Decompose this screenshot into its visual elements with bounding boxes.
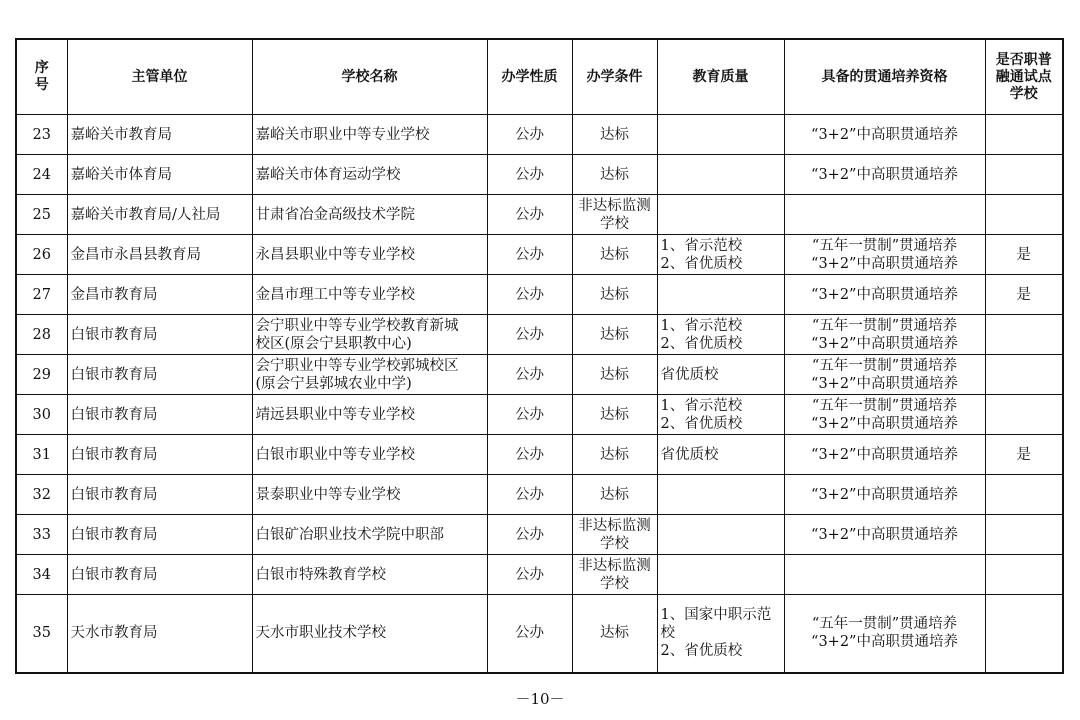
cell-school-line: 白银市特殊教育学校 bbox=[255, 566, 386, 583]
cell-authority: 金昌市教育局 bbox=[67, 275, 252, 315]
table-row bbox=[16, 515, 1063, 555]
table-row bbox=[16, 315, 1063, 355]
table-row bbox=[16, 275, 1063, 315]
cell-quality bbox=[657, 515, 784, 555]
cell-condition-line: 学校 bbox=[600, 535, 629, 552]
cell-seq: 25 bbox=[16, 195, 67, 235]
cell-pilot: 是 bbox=[985, 435, 1063, 475]
cell-seq: 23 bbox=[16, 115, 67, 155]
cell-nature: 公办 bbox=[487, 395, 572, 435]
cell-nature: 公办 bbox=[487, 475, 572, 515]
cell-qualification bbox=[784, 235, 985, 275]
cell-condition bbox=[572, 275, 657, 315]
cell-school-line: 天水市职业技术学校 bbox=[255, 625, 386, 642]
cell-qualification-line: “五年一贯制”贯通培养 bbox=[811, 616, 958, 633]
cell-condition-line: 非达标监测 bbox=[578, 517, 651, 534]
cell-nature: 公办 bbox=[487, 355, 572, 395]
cell-seq: 30 bbox=[16, 395, 67, 435]
cell-pilot bbox=[985, 315, 1063, 355]
table-row bbox=[16, 395, 1063, 435]
cell-condition-line: 达标 bbox=[600, 446, 629, 463]
cell-seq: 28 bbox=[16, 315, 67, 355]
header-quality: 教育质量 bbox=[657, 39, 784, 115]
cell-qualification bbox=[784, 275, 985, 315]
cell-qualification-line: “3+2”中高职贯通培养 bbox=[811, 415, 958, 432]
cell-nature: 公办 bbox=[487, 595, 572, 673]
cell-nature: 公办 bbox=[487, 555, 572, 595]
cell-nature: 公办 bbox=[487, 115, 572, 155]
cell-authority: 天水市教育局 bbox=[67, 595, 252, 673]
cell-school bbox=[252, 155, 487, 195]
header-authority: 主管单位 bbox=[67, 39, 252, 115]
cell-quality bbox=[657, 395, 784, 435]
cell-seq: 26 bbox=[16, 235, 67, 275]
cell-condition-line: 达标 bbox=[600, 486, 629, 503]
cell-authority: 金昌市永昌县教育局 bbox=[67, 235, 252, 275]
cell-qualification-line: “五年一贯制”贯通培养 bbox=[811, 237, 958, 254]
table-row bbox=[16, 155, 1063, 195]
cell-qualification-line: “3+2”中高职贯通培养 bbox=[811, 255, 958, 272]
cell-authority: 白银市教育局 bbox=[67, 435, 252, 475]
cell-qualification bbox=[784, 595, 985, 673]
cell-authority: 嘉峪关市教育局/人社局 bbox=[67, 195, 252, 235]
cell-quality bbox=[657, 235, 784, 275]
cell-school-line: 校区(原会宁县职教中心) bbox=[255, 335, 412, 352]
cell-school bbox=[252, 115, 487, 155]
cell-nature: 公办 bbox=[487, 235, 572, 275]
cell-pilot bbox=[985, 115, 1063, 155]
cell-qualification bbox=[784, 395, 985, 435]
cell-school bbox=[252, 195, 487, 235]
table-body bbox=[16, 115, 1063, 673]
cell-school-line: 白银市职业中等专业学校 bbox=[255, 446, 415, 463]
cell-qualification bbox=[784, 435, 985, 475]
cell-condition bbox=[572, 475, 657, 515]
cell-quality bbox=[657, 435, 784, 475]
cell-nature: 公办 bbox=[487, 515, 572, 555]
cell-school bbox=[252, 315, 487, 355]
cell-qualification bbox=[784, 475, 985, 515]
cell-nature: 公办 bbox=[487, 315, 572, 355]
cell-qualification bbox=[784, 515, 985, 555]
cell-seq: 31 bbox=[16, 435, 67, 475]
table-row bbox=[16, 595, 1063, 673]
cell-nature: 公办 bbox=[487, 155, 572, 195]
cell-condition-line: 达标 bbox=[600, 126, 629, 143]
cell-school bbox=[252, 595, 487, 673]
cell-quality bbox=[657, 315, 784, 355]
cell-condition bbox=[572, 555, 657, 595]
cell-authority: 白银市教育局 bbox=[67, 315, 252, 355]
cell-quality bbox=[657, 475, 784, 515]
header-qualification: 具备的贯通培养资格 bbox=[784, 39, 985, 115]
cell-school bbox=[252, 555, 487, 595]
cell-condition bbox=[572, 235, 657, 275]
table-row bbox=[16, 355, 1063, 395]
table-row bbox=[16, 475, 1063, 515]
cell-quality bbox=[657, 355, 784, 395]
cell-qualification-line: “3+2”中高职贯通培养 bbox=[811, 126, 958, 143]
cell-quality bbox=[657, 115, 784, 155]
header-pilot: 是否职普 融通试点 学校 bbox=[985, 39, 1063, 115]
cell-school bbox=[252, 515, 487, 555]
cell-school-line: 永昌县职业中等专业学校 bbox=[255, 246, 415, 263]
cell-condition bbox=[572, 115, 657, 155]
cell-pilot bbox=[985, 395, 1063, 435]
cell-qualification-line: “3+2”中高职贯通培养 bbox=[811, 286, 958, 303]
cell-quality-line: 1、省示范校 bbox=[660, 317, 743, 334]
cell-condition bbox=[572, 515, 657, 555]
cell-condition bbox=[572, 195, 657, 235]
table-row bbox=[16, 115, 1063, 155]
cell-quality-line: 校 bbox=[660, 625, 675, 642]
cell-school bbox=[252, 395, 487, 435]
table-row bbox=[16, 235, 1063, 275]
cell-pilot bbox=[985, 475, 1063, 515]
cell-authority: 白银市教育局 bbox=[67, 515, 252, 555]
cell-condition-line: 学校 bbox=[600, 215, 629, 232]
cell-school-line: 会宁职业中等专业学校教育新城 bbox=[255, 317, 459, 334]
cell-pilot: 是 bbox=[985, 235, 1063, 275]
cell-qualification-line: “3+2”中高职贯通培养 bbox=[811, 446, 958, 463]
cell-quality-line: 2、省优质校 bbox=[660, 255, 743, 272]
cell-quality-line: 1、省示范校 bbox=[660, 237, 743, 254]
cell-school bbox=[252, 275, 487, 315]
table-row bbox=[16, 435, 1063, 475]
cell-school-line: 嘉峪关市职业中等专业学校 bbox=[255, 126, 430, 143]
cell-authority: 嘉峪关市体育局 bbox=[67, 155, 252, 195]
cell-seq: 27 bbox=[16, 275, 67, 315]
cell-pilot bbox=[985, 195, 1063, 235]
cell-qualification bbox=[784, 115, 985, 155]
cell-seq: 35 bbox=[16, 595, 67, 673]
schools-table bbox=[15, 38, 1064, 674]
cell-pilot bbox=[985, 595, 1063, 673]
cell-qualification bbox=[784, 195, 985, 235]
cell-quality-line: 1、省示范校 bbox=[660, 397, 743, 414]
cell-condition-line: 达标 bbox=[600, 246, 629, 263]
cell-qualification bbox=[784, 555, 985, 595]
cell-condition-line: 达标 bbox=[600, 366, 629, 383]
cell-qualification-line: “3+2”中高职贯通培养 bbox=[811, 375, 958, 392]
header-condition: 办学条件 bbox=[572, 39, 657, 115]
cell-authority: 白银市教育局 bbox=[67, 475, 252, 515]
cell-qualification-line: “3+2”中高职贯通培养 bbox=[811, 166, 958, 183]
cell-authority: 白银市教育局 bbox=[67, 355, 252, 395]
cell-condition bbox=[572, 155, 657, 195]
cell-quality bbox=[657, 195, 784, 235]
cell-condition-line: 非达标监测 bbox=[578, 557, 651, 574]
cell-quality bbox=[657, 275, 784, 315]
cell-quality-line: 1、国家中职示范 bbox=[660, 607, 772, 624]
cell-condition-line: 非达标监测 bbox=[578, 197, 651, 214]
cell-qualification bbox=[784, 315, 985, 355]
cell-condition-line: 达标 bbox=[600, 286, 629, 303]
header-row bbox=[16, 39, 1063, 115]
cell-qualification-line: “3+2”中高职贯通培养 bbox=[811, 335, 958, 352]
table-row bbox=[16, 195, 1063, 235]
cell-school-line: (原会宁县郭城农业中学) bbox=[255, 375, 412, 392]
cell-seq: 32 bbox=[16, 475, 67, 515]
cell-seq: 29 bbox=[16, 355, 67, 395]
cell-condition-line: 达标 bbox=[600, 625, 629, 642]
header-school: 学校名称 bbox=[252, 39, 487, 115]
cell-condition-line: 达标 bbox=[600, 166, 629, 183]
cell-school-line: 白银矿冶职业技术学院中职部 bbox=[255, 526, 444, 543]
cell-seq: 24 bbox=[16, 155, 67, 195]
table-row bbox=[16, 555, 1063, 595]
page-number: －10－ bbox=[515, 690, 565, 708]
cell-school bbox=[252, 355, 487, 395]
cell-school bbox=[252, 475, 487, 515]
cell-quality-line: 2、省优质校 bbox=[660, 643, 743, 660]
cell-school-line: 景泰职业中等专业学校 bbox=[255, 486, 401, 503]
cell-qualification-line: “五年一贯制”贯通培养 bbox=[811, 357, 958, 374]
cell-authority: 嘉峪关市教育局 bbox=[67, 115, 252, 155]
cell-quality-line: 2、省优质校 bbox=[660, 415, 743, 432]
cell-school bbox=[252, 435, 487, 475]
cell-school-line: 嘉峪关市体育运动学校 bbox=[255, 166, 401, 183]
cell-condition-line: 学校 bbox=[600, 575, 629, 592]
cell-condition-line: 达标 bbox=[600, 326, 629, 343]
cell-school-line: 会宁职业中等专业学校郭城校区 bbox=[255, 357, 459, 374]
cell-quality bbox=[657, 555, 784, 595]
cell-condition bbox=[572, 395, 657, 435]
cell-quality-line: 省优质校 bbox=[660, 446, 719, 463]
cell-qualification bbox=[784, 355, 985, 395]
cell-school-line: 金昌市理工中等专业学校 bbox=[255, 286, 415, 303]
header-nature: 办学性质 bbox=[487, 39, 572, 115]
cell-quality-line: 省优质校 bbox=[660, 366, 719, 383]
cell-pilot bbox=[985, 355, 1063, 395]
cell-pilot bbox=[985, 515, 1063, 555]
cell-qualification-line: “五年一贯制”贯通培养 bbox=[811, 397, 958, 414]
cell-nature: 公办 bbox=[487, 275, 572, 315]
cell-quality bbox=[657, 595, 784, 673]
cell-school-line: 靖远县职业中等专业学校 bbox=[255, 406, 415, 423]
cell-authority: 白银市教育局 bbox=[67, 395, 252, 435]
cell-condition bbox=[572, 595, 657, 673]
cell-condition-line: 达标 bbox=[600, 406, 629, 423]
cell-qualification bbox=[784, 155, 985, 195]
cell-qualification-line: “3+2”中高职贯通培养 bbox=[811, 634, 958, 651]
cell-condition bbox=[572, 355, 657, 395]
cell-condition bbox=[572, 435, 657, 475]
cell-nature: 公办 bbox=[487, 195, 572, 235]
cell-seq: 33 bbox=[16, 515, 67, 555]
cell-qualification-line: “五年一贯制”贯通培养 bbox=[811, 317, 958, 334]
cell-quality-line: 2、省优质校 bbox=[660, 335, 743, 352]
cell-nature: 公办 bbox=[487, 435, 572, 475]
header-seq: 序 号 bbox=[16, 39, 67, 115]
cell-authority: 白银市教育局 bbox=[67, 555, 252, 595]
cell-seq: 34 bbox=[16, 555, 67, 595]
cell-school-line: 甘肃省冶金高级技术学院 bbox=[255, 206, 415, 223]
cell-pilot bbox=[985, 555, 1063, 595]
cell-pilot: 是 bbox=[985, 275, 1063, 315]
cell-qualification-line: “3+2”中高职贯通培养 bbox=[811, 526, 958, 543]
cell-qualification-line: “3+2”中高职贯通培养 bbox=[811, 486, 958, 503]
cell-condition bbox=[572, 315, 657, 355]
cell-school bbox=[252, 235, 487, 275]
cell-quality bbox=[657, 155, 784, 195]
cell-pilot bbox=[985, 155, 1063, 195]
